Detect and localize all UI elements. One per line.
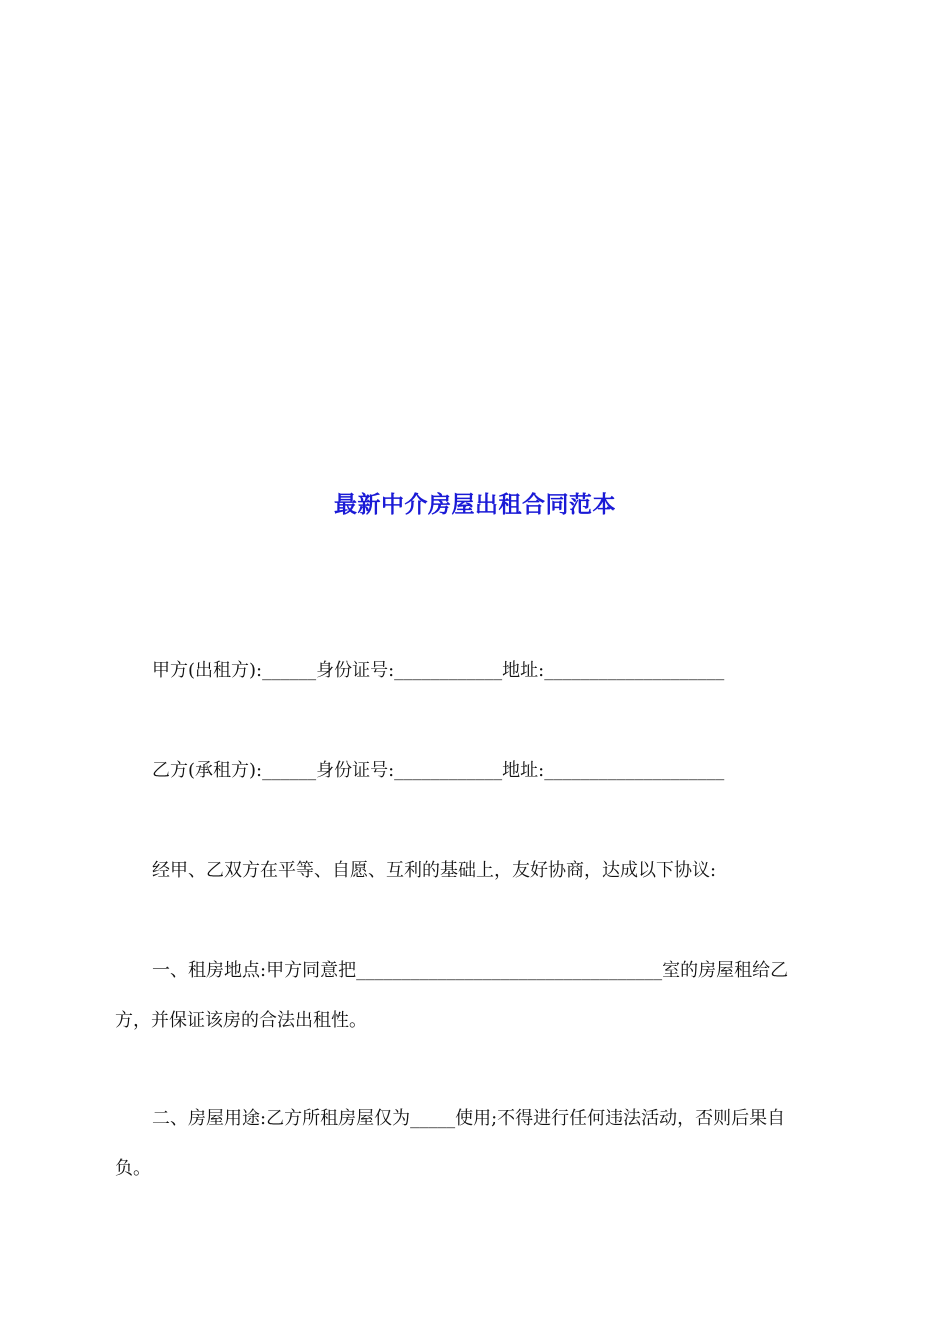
party-b-line: 乙方(承租方):______身份证号:____________地址:____________________ (152, 760, 725, 781)
clause-1-line-2: 方，并保证该房的合法出租性。 (115, 1010, 367, 1031)
intro-paragraph: 经甲、乙双方在平等、自愿、互利的基础上，友好协商，达成以下协议: (152, 860, 717, 881)
clause-2-line-1: 二、房屋用途:乙方所租房屋仅为_____使用;不得进行任何违法活动，否则后果自 (152, 1108, 786, 1129)
party-a-line: 甲方(出租方):______身份证号:____________地址:____________________ (152, 660, 725, 681)
document-title: 最新中介房屋出租合同范本 (334, 492, 616, 518)
clause-1-line-1: 一、租房地点:甲方同意把__________________________________室的房屋租给乙 (152, 960, 789, 981)
clause-2-line-2: 负。 (115, 1158, 151, 1179)
